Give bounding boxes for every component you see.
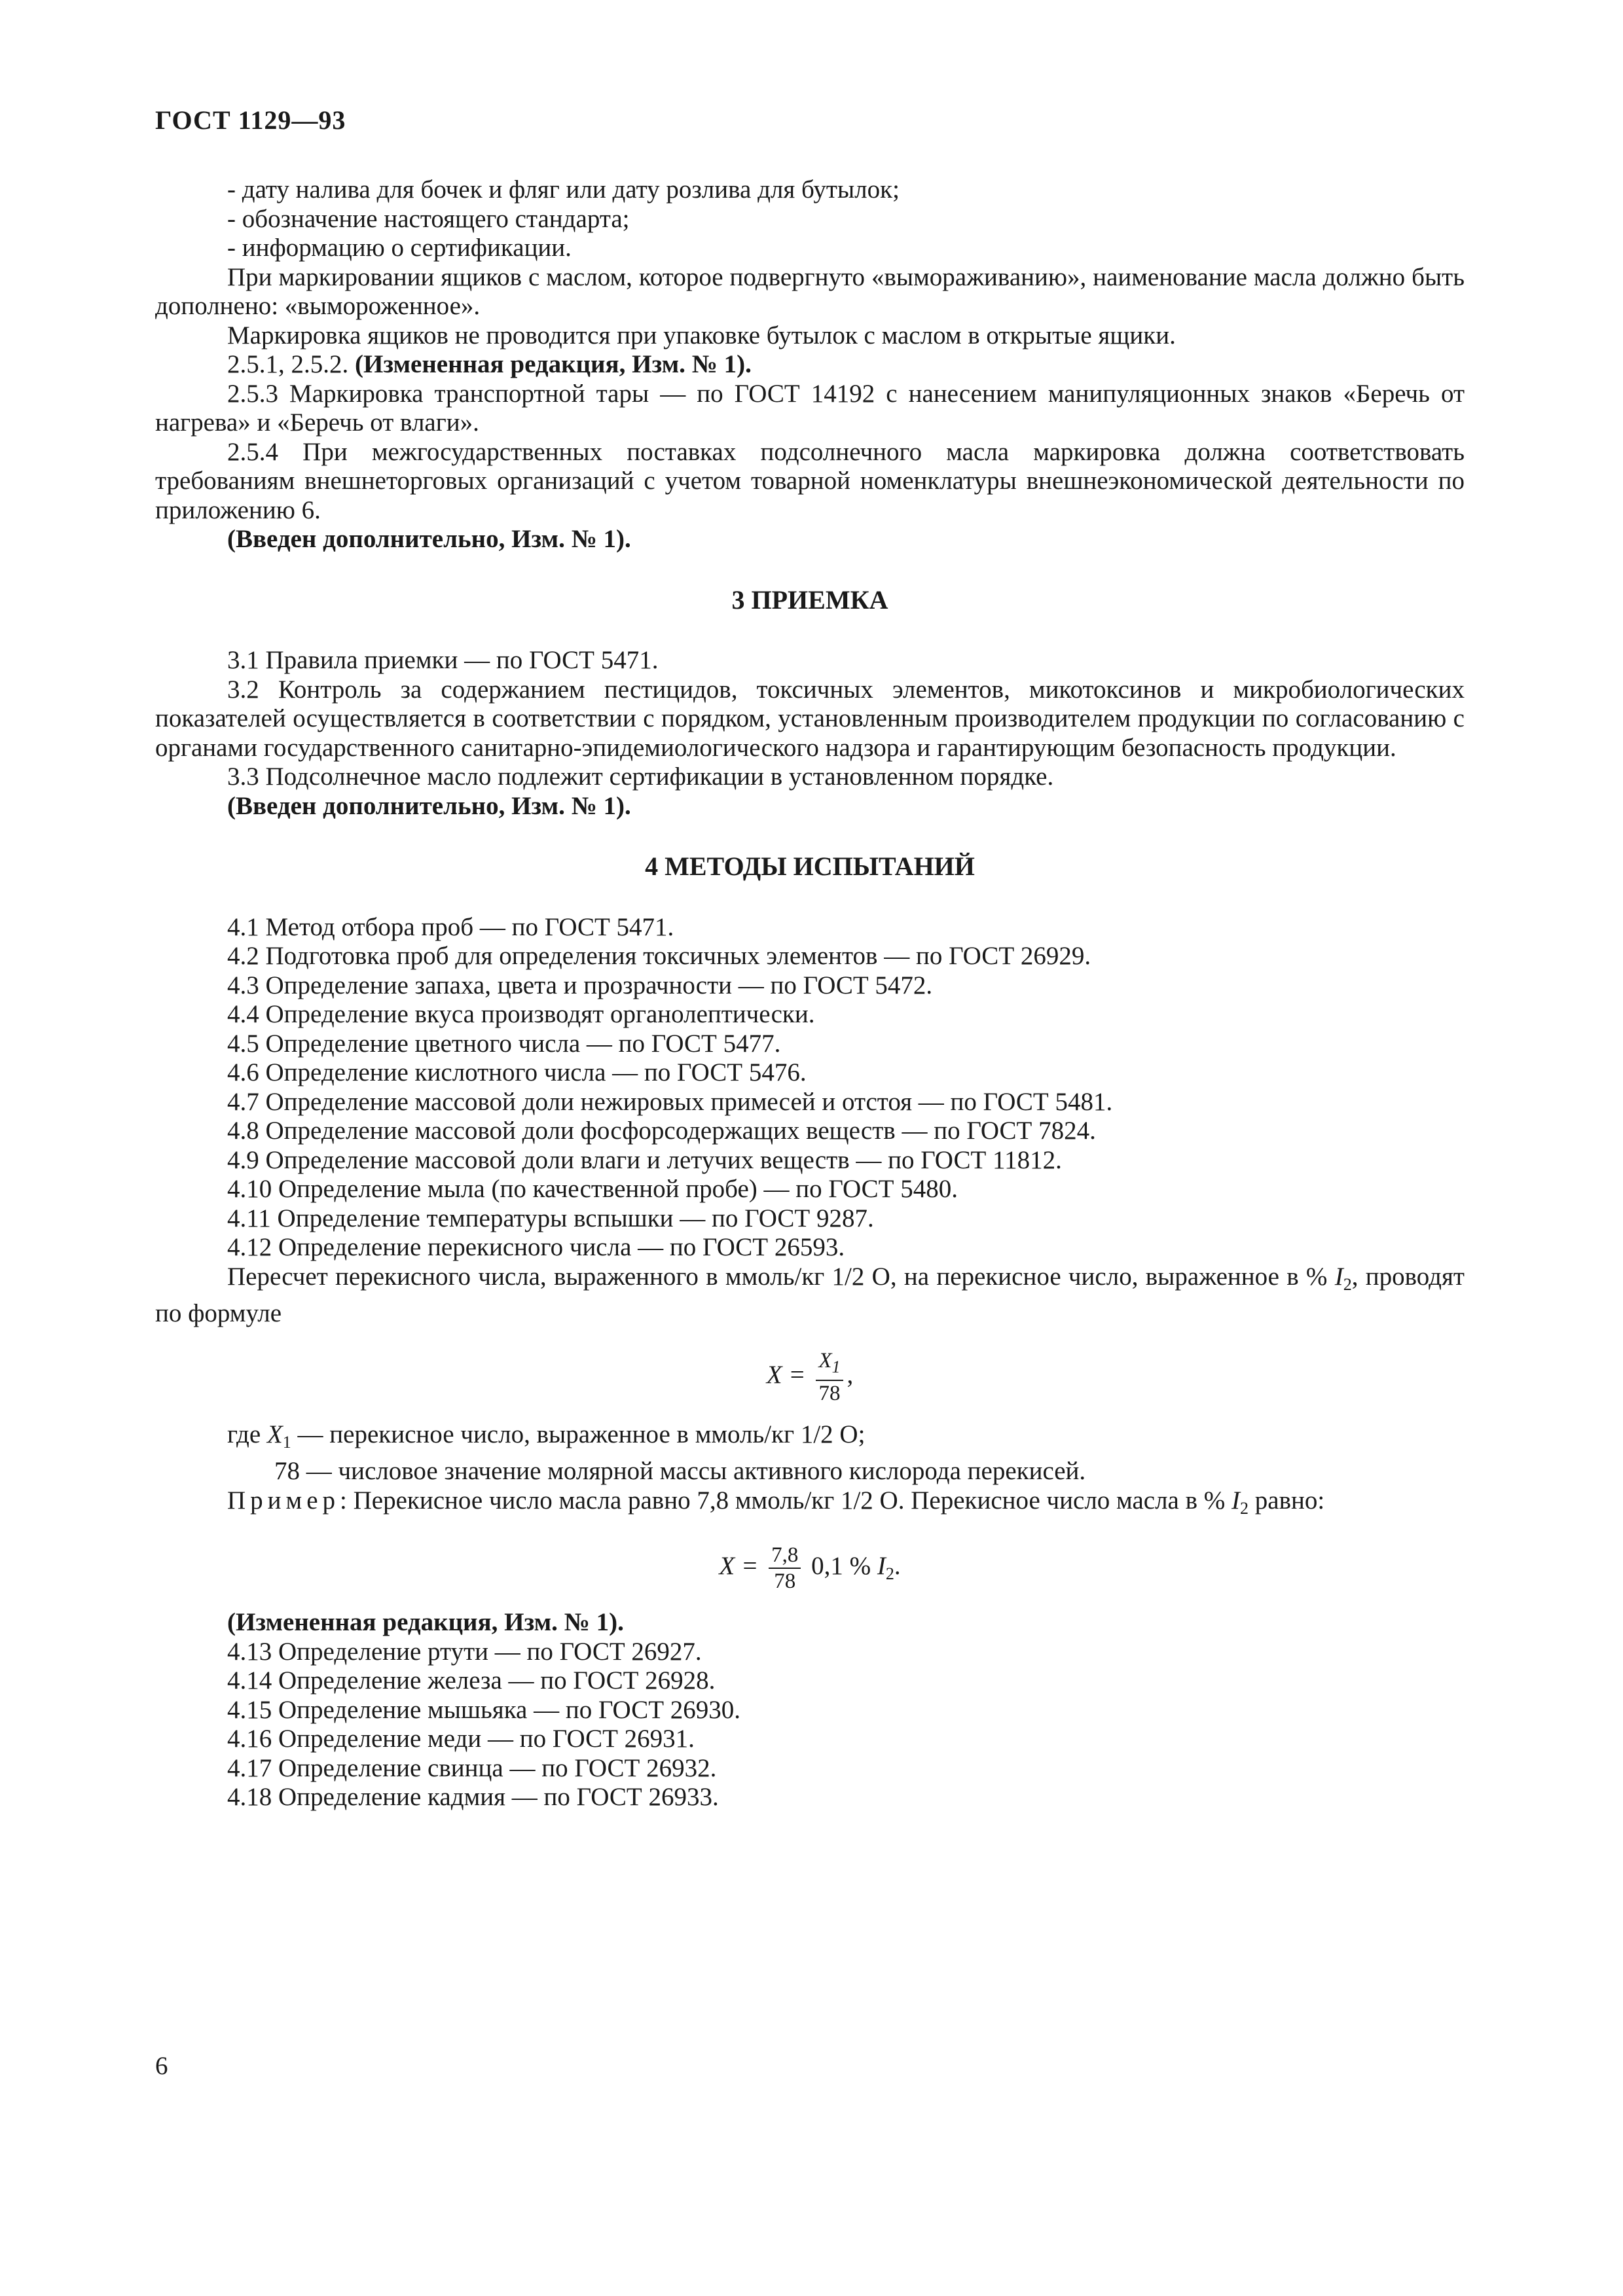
intro-paragraph-2: Маркировка ящиков не проводится при упаковке бутылок с маслом в открытые ящики. <box>227 321 1176 350</box>
clause-4-12: 4.12 Определение перекисного числа — по ГОСТ 26593. <box>227 1233 845 1261</box>
clause-4-10: 4.10 Определение мыла (по качественной пробе) — по ГОСТ 5480. <box>227 1175 958 1203</box>
clause-ref: 2.5.1, 2.5.2. <box>227 350 349 378</box>
clause-3-2: 3.2 Контроль за содержанием пестицидов, токсичных элементов, микотоксинов и микробиологических показателей осуществляется в соответствии с порядком, установленным производителем продукции по согласованию с органами государственного санитарно-эпидемиологического надзора и гарантирующим безопасность продукции. <box>155 675 1465 762</box>
document-header: ГОСТ 1129—93 <box>155 105 346 135</box>
amendment-note: (Введен дополнительно, Изм. № 1). <box>227 525 631 553</box>
clause-3-3: 3.3 Подсолнечное масло подлежит сертификации в установленном порядке. <box>227 762 1054 791</box>
clause-4-13: 4.13 Определение ртути — по ГОСТ 26927. <box>227 1637 702 1666</box>
amendment-note: (Измененная редакция, Изм. № 1). <box>227 1608 624 1636</box>
clause-4-18: 4.18 Определение кадмия — по ГОСТ 26933. <box>227 1783 719 1811</box>
clause-4-14: 4.14 Определение железа — по ГОСТ 26928. <box>227 1666 716 1695</box>
clause-4-4: 4.4 Определение вкуса производят органолептически. <box>227 1000 815 1028</box>
clause-4-1: 4.1 Метод отбора проб — по ГОСТ 5471. <box>227 912 674 941</box>
clause-4-11: 4.11 Определение температуры вспышки — по ГОСТ 9287. <box>227 1204 874 1232</box>
fraction: $\frac{7,8}{78}$ <box>769 1543 801 1594</box>
clause-4-16: 4.16 Определение меди — по ГОСТ 26931. <box>227 1725 695 1753</box>
clause-3-1: 3.1 Правила приемки — по ГОСТ 5471. <box>227 646 659 674</box>
clause-4-9: 4.9 Определение массовой доли влаги и летучих веществ — по ГОСТ 11812. <box>227 1145 1062 1174</box>
clause-4-15: 4.15 Определение мышьяка — по ГОСТ 26930. <box>227 1695 741 1724</box>
document-body <box>155 175 1465 1812</box>
recalc-paragraph: Пересчет перекисного числа, выраженного в ммоль/кг 1/2 О, на перекисное число, выраженное в % $I_2$, проводят по формуле <box>155 1262 1465 1327</box>
fraction: $\frac{X_1}{78}$ <box>816 1348 843 1406</box>
intro-item-1: - дату налива для бочек и фляг или дату розлива для бутылок; <box>227 175 900 204</box>
amendment-note: (Введен дополнительно, Изм. № 1). <box>227 791 631 820</box>
intro-item-3: - информацию о сертификации. <box>227 234 572 262</box>
clause-4-6: 4.6 Определение кислотного числа — по ГОСТ 5476. <box>227 1058 807 1086</box>
formula-1: X = $\frac{X_1}{78}$ , <box>766 1348 854 1405</box>
intro-item-2: - обозначение настоящего стандарта; <box>227 204 630 233</box>
section-4-title: 4 МЕТОДЫ ИСПЫТАНИЙ <box>645 852 975 881</box>
formula-2: X = $\frac{7,8}{78}$ 0,1 % $I_2$. <box>719 1543 901 1593</box>
clause-2-5-4: 2.5.4 При межгосударственных поставках подсолнечного масла маркировка должна соответствовать требованиям внешнеторговых организаций с учетом товарной номенклатуры внешнеэкономической деятельности по приложению 6. <box>155 437 1465 524</box>
clause-4-5: 4.5 Определение цветного числа — по ГОСТ 5477. <box>227 1029 781 1058</box>
intro-paragraph-3 <box>155 350 1465 380</box>
clause-2-5-3: 2.5.3 Маркировка транспортной тары — по ГОСТ 14192 с нанесением манипуляционных знаков «Беречь от нагрева» и «Беречь от влаги». <box>155 379 1465 437</box>
clause-4-2: 4.2 Подготовка проб для определения токсичных элементов — по ГОСТ 26929. <box>227 942 1091 970</box>
amendment-note: (Измененная редакция, Изм. № 1). <box>355 350 752 378</box>
where-line-78: 78 — числовое значение молярной массы активного кислорода перекисей. <box>274 1457 1086 1485</box>
clause-4-17: 4.17 Определение свинца — по ГОСТ 26932. <box>227 1753 717 1782</box>
where-line: где $X_1$ — перекисное число, выраженное в ммоль/кг 1/2 О; <box>227 1420 866 1452</box>
clause-4-8: 4.8 Определение массовой доли фосфорсодержащих веществ — по ГОСТ 7824. <box>227 1117 1096 1145</box>
example-paragraph: Пример: Перекисное число масла равно 7,8 ммоль/кг 1/2 О. Перекисное число масла в % $I_2$ равно: <box>227 1486 1325 1518</box>
page-number: 6 <box>155 2052 168 2080</box>
section-3-title: 3 ПРИЕМКА <box>731 584 888 615</box>
intro-paragraph-1: При маркировании ящиков с маслом, которое подвергнуто «вымораживанию», наименование масла должно быть дополнено: «вымороженное». <box>155 262 1465 320</box>
clause-4-7: 4.7 Определение массовой доли нежировых примесей и отстоя — по ГОСТ 5481. <box>227 1087 1113 1116</box>
clause-4-3: 4.3 Определение запаха, цвета и прозрачности — по ГОСТ 5472. <box>227 971 933 999</box>
